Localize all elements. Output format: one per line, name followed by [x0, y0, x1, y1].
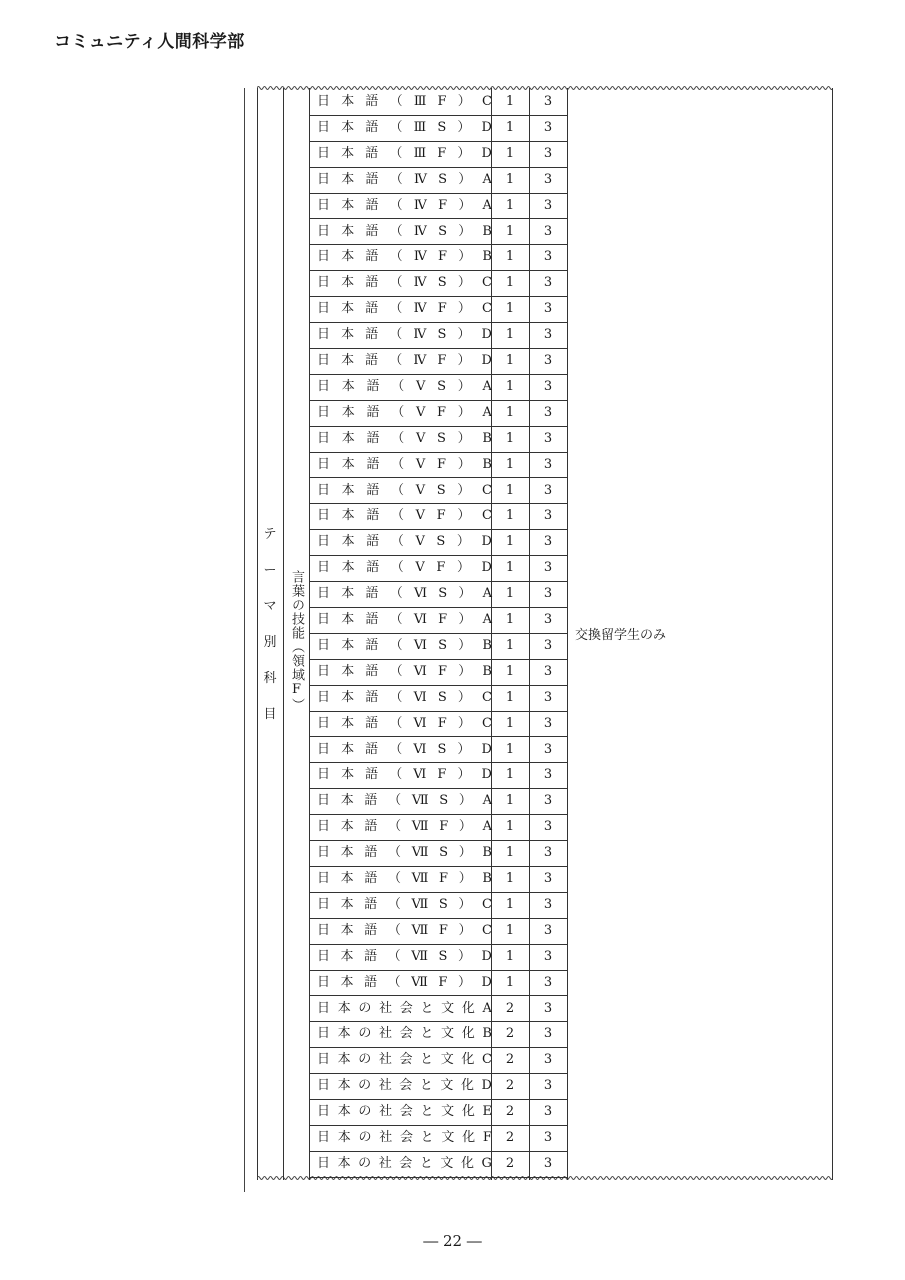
table-row [310, 840, 567, 867]
credits-cell: 1 [505, 275, 515, 291]
table-row [310, 1021, 567, 1048]
table-row [310, 503, 567, 530]
table-row [310, 1047, 567, 1074]
course-name: 日 本 の 社 会 と 文 化 A [317, 1000, 492, 1016]
year-cell: 3 [543, 378, 553, 394]
credits-cell: 1 [505, 922, 515, 938]
credits-cell: 1 [505, 353, 515, 368]
course-name: 日 本 語 （ Ⅵ F ） D [317, 767, 492, 783]
year-cell: 3 [543, 922, 553, 938]
year-cell: 3 [543, 197, 553, 213]
category-char: 科 [263, 671, 277, 686]
credits-cell: 2 [505, 1052, 515, 1068]
course-name: 日 本 語 （ Ⅲ F ） C [317, 94, 492, 109]
year-cell: 3 [543, 94, 553, 109]
year-cell: 3 [543, 741, 553, 757]
table-row [310, 1125, 567, 1152]
year-cell: 3 [543, 1104, 553, 1120]
credits-cell: 1 [505, 378, 515, 394]
course-name: 日 本 の 社 会 と 文 化 E [317, 1104, 492, 1120]
table-row [310, 529, 567, 556]
year-cell: 3 [543, 430, 553, 446]
credits-cell: 1 [505, 482, 515, 498]
year-cell: 3 [543, 793, 553, 809]
credits-cell: 1 [505, 94, 515, 109]
table-row [310, 322, 567, 349]
table-row [310, 374, 567, 401]
year-cell: 3 [543, 948, 553, 964]
credits-cell: 1 [505, 767, 515, 783]
table-row [310, 167, 567, 194]
table-row [310, 944, 567, 971]
credits-cell: 1 [505, 974, 515, 990]
year-cell: 3 [543, 586, 553, 602]
category-label [258, 525, 282, 725]
table-row [310, 996, 567, 1023]
credits-cell: 2 [505, 1130, 515, 1145]
credits-cell: 1 [505, 948, 515, 964]
course-name: 日 本 語 （ Ⅴ S ） D [317, 534, 492, 550]
category-char: ー [263, 563, 277, 578]
credits-cell: 1 [505, 430, 515, 446]
year-cell: 3 [543, 482, 553, 498]
table-row [310, 400, 567, 427]
table-row [310, 244, 567, 271]
course-name: 日 本 の 社 会 と 文 化 C [317, 1052, 492, 1068]
year-cell: 3 [543, 145, 553, 161]
table-row [310, 296, 567, 323]
course-name: 日 本 語 （ Ⅲ F ） D [317, 145, 492, 161]
table-row [310, 659, 567, 686]
credits-cell: 1 [505, 301, 515, 317]
table-row [310, 1073, 567, 1100]
course-name: 日 本 語 （ Ⅳ F ） A [317, 197, 492, 213]
year-cell: 3 [543, 560, 553, 576]
credits-cell: 1 [505, 119, 515, 135]
credits-cell: 1 [505, 663, 515, 679]
year-cell: 3 [543, 301, 553, 317]
course-name: 日 本 語 （ Ⅴ F ） D [317, 560, 492, 576]
year-cell: 3 [543, 1000, 553, 1016]
course-name: 日 本 語 （ Ⅶ S ） B [317, 845, 492, 861]
year-cell: 3 [543, 119, 553, 135]
year-cell: 3 [543, 508, 553, 524]
course-name: 日 本 の 社 会 と 文 化 G [317, 1155, 492, 1171]
course-name: 日 本 の 社 会 と 文 化 F [317, 1130, 492, 1145]
credits-cell: 1 [505, 249, 515, 265]
category-char: 別 [263, 635, 277, 650]
credits-cell: 1 [505, 741, 515, 757]
credits-cell: 2 [505, 1026, 515, 1042]
credits-cell: 1 [505, 560, 515, 576]
table-row [310, 581, 567, 608]
table-row [310, 141, 567, 168]
credits-cell: 1 [505, 819, 515, 835]
credits-cell: 1 [505, 534, 515, 550]
course-name: 日 本 語 （ Ⅵ F ） B [317, 663, 492, 679]
credits-cell: 1 [505, 456, 515, 472]
course-name: 日 本 語 （ Ⅳ F ） C [317, 301, 492, 317]
year-cell: 3 [543, 534, 553, 550]
page-number: ― 22 ― [423, 1232, 482, 1250]
course-name: 日 本 語 （ Ⅳ S ） D [317, 327, 492, 343]
year-cell: 3 [543, 327, 553, 343]
table-row [310, 762, 567, 789]
margin-rule [244, 88, 245, 1192]
credits-cell: 1 [505, 586, 515, 602]
year-cell: 3 [543, 171, 553, 187]
course-name: 日 本 語 （ Ⅶ S ） D [317, 948, 492, 964]
course-name: 日 本 語 （ Ⅵ S ） C [317, 689, 492, 705]
credits-cell: 1 [505, 223, 515, 239]
category-char: 目 [263, 707, 277, 722]
year-cell: 3 [543, 689, 553, 705]
credits-cell: 2 [505, 1104, 515, 1120]
course-name: 日 本 語 （ Ⅴ S ） C [317, 482, 492, 498]
credits-cell: 1 [505, 845, 515, 861]
year-cell: 3 [543, 767, 553, 783]
course-name: 日 本 語 （ Ⅵ S ） D [317, 741, 492, 757]
column-divider [567, 88, 568, 1180]
table-row [310, 478, 567, 505]
course-name: 日 本 語 （ Ⅵ F ） A [317, 612, 492, 627]
year-cell: 3 [543, 249, 553, 265]
course-name: 日 本 語 （ Ⅶ S ） A [317, 793, 492, 809]
year-cell: 3 [543, 974, 553, 990]
course-name: 日 本 語 （ Ⅳ F ） D [317, 353, 492, 368]
course-name: 日 本 語 （ Ⅶ S ） C [317, 896, 492, 912]
credits-cell: 1 [505, 689, 515, 705]
table-row [310, 452, 567, 479]
course-name: 日 本 語 （ Ⅶ F ） B [317, 871, 492, 886]
course-name: 日 本 の 社 会 と 文 化 B [317, 1026, 492, 1042]
table-row [310, 1099, 567, 1126]
table-row [310, 633, 567, 660]
year-cell: 3 [543, 612, 553, 627]
credits-cell: 1 [505, 404, 515, 420]
table-row [310, 918, 567, 945]
year-cell: 3 [543, 275, 553, 291]
year-cell: 3 [543, 845, 553, 861]
table-row [310, 1151, 567, 1178]
credits-cell: 1 [505, 327, 515, 343]
year-cell: 3 [543, 896, 553, 912]
table-row [310, 788, 567, 815]
remarks-note: 交換留学生のみ [575, 628, 667, 643]
table-row [310, 685, 567, 712]
category-char: テ [263, 527, 277, 542]
table-row [310, 970, 567, 997]
table-row [310, 348, 567, 375]
course-name: 日 本 語 （ Ⅳ S ） A [317, 171, 492, 187]
table-row [310, 555, 567, 582]
course-name: 日 本 語 （ Ⅳ S ） B [317, 223, 492, 239]
credits-cell: 1 [505, 612, 515, 627]
table-row [310, 737, 567, 764]
credits-cell: 2 [505, 1155, 515, 1171]
course-name: 日 本 語 （ Ⅴ S ） A [317, 378, 492, 394]
page-title: コミュニティ人間科学部 [54, 32, 245, 52]
table-row [310, 866, 567, 893]
table-row [310, 193, 567, 220]
table-row [310, 89, 567, 116]
course-name: 日 本 語 （ Ⅶ F ） C [317, 922, 492, 938]
year-cell: 3 [543, 663, 553, 679]
credits-cell: 1 [505, 637, 515, 653]
year-cell: 3 [543, 715, 553, 731]
table-row [310, 270, 567, 297]
table-row [310, 711, 567, 738]
credits-cell: 1 [505, 197, 515, 213]
course-name: 日 本 語 （ Ⅳ S ） C [317, 275, 492, 291]
table-row [310, 426, 567, 453]
course-name: 日 本 語 （ Ⅴ F ） C [317, 508, 492, 524]
field-label: 言葉の技能（領域F） [289, 570, 304, 712]
table-row [310, 892, 567, 919]
table-row [310, 115, 567, 142]
credits-cell: 2 [505, 1078, 515, 1094]
year-cell: 3 [543, 223, 553, 239]
course-name: 日 本 語 （ Ⅴ F ） A [317, 404, 492, 420]
credits-cell: 1 [505, 171, 515, 187]
year-cell: 3 [543, 637, 553, 653]
course-name: 日 本 語 （ Ⅵ S ） B [317, 637, 492, 653]
table-row [310, 219, 567, 246]
credits-cell: 1 [505, 715, 515, 731]
year-cell: 3 [543, 1078, 553, 1094]
course-name: 日 本 語 （ Ⅶ F ） A [317, 819, 492, 835]
credits-cell: 1 [505, 793, 515, 809]
table-row [310, 814, 567, 841]
year-cell: 3 [543, 1026, 553, 1042]
course-name: 日 本 語 （ Ⅶ F ） D [317, 974, 492, 990]
course-name: 日 本 の 社 会 と 文 化 D [317, 1078, 492, 1094]
year-cell: 3 [543, 1052, 553, 1068]
credits-cell: 1 [505, 508, 515, 524]
credits-cell: 2 [505, 1000, 515, 1016]
credits-cell: 1 [505, 145, 515, 161]
course-name: 日 本 語 （ Ⅳ F ） B [317, 249, 492, 265]
credits-cell: 1 [505, 896, 515, 912]
table-row [310, 607, 567, 634]
year-cell: 3 [543, 819, 553, 835]
course-name: 日 本 語 （ Ⅴ S ） B [317, 430, 492, 446]
year-cell: 3 [543, 404, 553, 420]
category-char: マ [263, 599, 277, 614]
year-cell: 3 [543, 871, 553, 886]
credits-cell: 1 [505, 871, 515, 886]
year-cell: 3 [543, 1130, 553, 1145]
course-name: 日 本 語 （ Ⅲ S ） D [317, 119, 492, 135]
course-name: 日 本 語 （ Ⅵ S ） A [317, 586, 492, 602]
course-name: 日 本 語 （ Ⅴ F ） B [317, 456, 492, 472]
year-cell: 3 [543, 353, 553, 368]
year-cell: 3 [543, 456, 553, 472]
year-cell: 3 [543, 1155, 553, 1171]
course-name: 日 本 語 （ Ⅵ F ） C [317, 715, 492, 731]
